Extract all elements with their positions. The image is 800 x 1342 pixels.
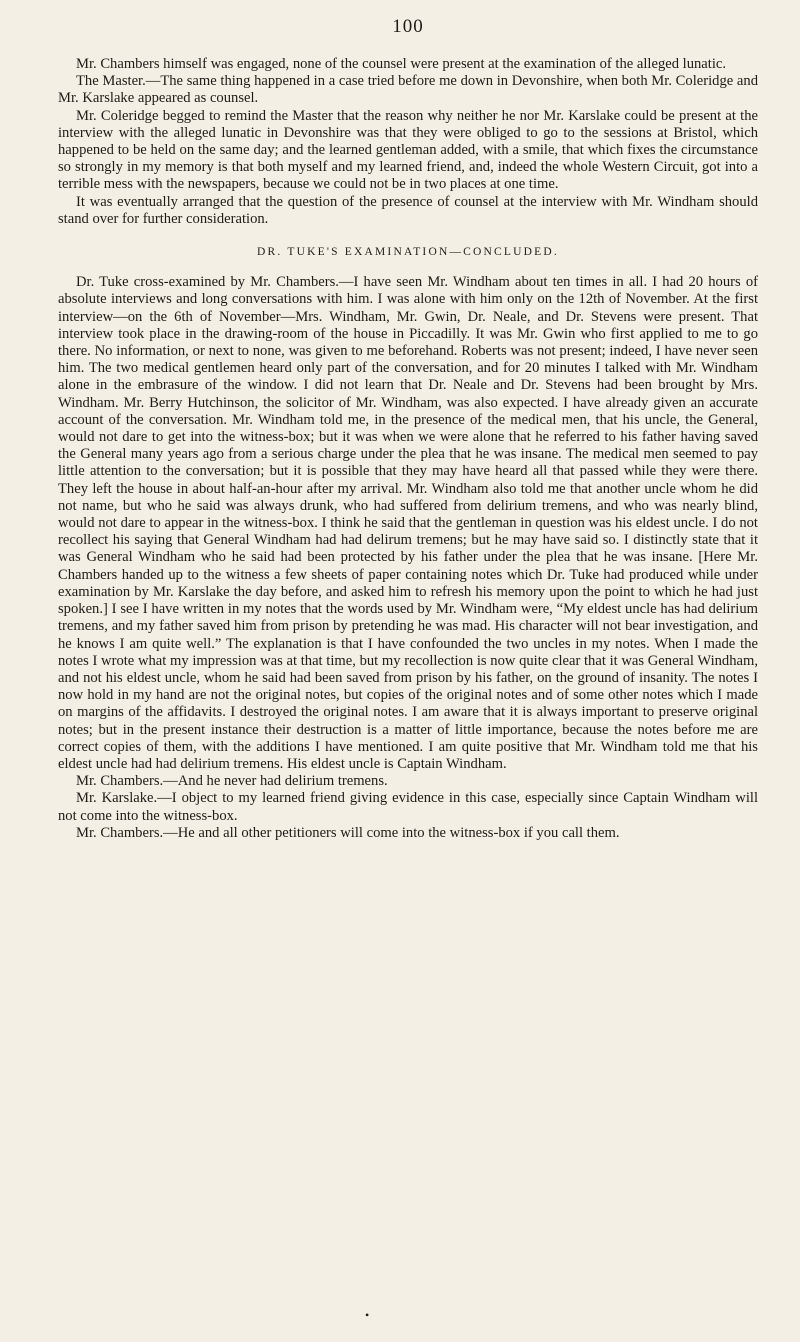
paragraph: The Master.—The same thing happened in a case tried before me down in Devonshire, when both Mr. Coleridge and Mr. Karslake appeared as counsel. bbox=[58, 73, 758, 107]
paragraph: Mr. Chambers.—He and all other petitioners will come into the witness-box if you call them. bbox=[76, 824, 620, 841]
section-heading: DR. TUKE'S EXAMINATION—CONCLUDED. bbox=[257, 246, 559, 259]
paragraph: Mr. Coleridge begged to remind the Master that the reason why neither he nor Mr. Karslake could be present at the interview with the alleged lunatic in Devonshire was that they were obliged to go to the sessions at Bristol, which happened to be held on the same day; and the learned gentleman added, with a smile, that which fixes the circumstance so strongly in my memory is that both myself and my learned friend, and, indeed the whole Western Circuit, got into a terrible mess with the newspapers, because we could not be in two places at one time. bbox=[58, 107, 758, 193]
paragraph: Mr. Chambers himself was engaged, none of the counsel were present at the examination of the alleged lunatic. bbox=[76, 56, 727, 72]
document-page bbox=[58, 0, 758, 842]
bottom-mark: • bbox=[365, 1308, 370, 1322]
paragraph: Dr. Tuke cross-examined by Mr. Chambers.—I have seen Mr. Windham about ten times in all. I had 20 hours of absolute interviews and long conversations with him. I was alone with him only on the 12th of November. At the first interview—on the 6th of November—Mrs. Windham, Mr. Gwin, Dr. Neale, and Dr. Stevens were present. That interview took place in the drawing-room of the house in Piccadilly. It was Mr. Gwin who first applied to me to go there. No information, or next to none, was given to me beforehand. Roberts was not present; indeed, I have never seen him. The two medical gentlemen heard only part of the conversation, and for 20 minutes I talked with Mr. Windham alone in the embrasure of the window. I did not learn that Dr. Neale and Dr. Stevens had been brought by Mrs. Windham. Mr. Berry Hutchinson, the solicitor of Mr. Windham, was also expected. I have already given an accurate account of the conversation. Mr. Windham told me, in the presence of the medical men, that his uncle, the General, would not dare to get into the witness-box; but it was when we were alone that he referred to his father having saved the General many years ago from a serious charge under the plea that he was insane. The medical men seemed to pay little attention to the conversation; but it is possible that they may have heard all that passed while they were there. They left the house in about half-an-hour after my arrival. Mr. Windham also told me that another uncle whom he did not name, but who he said was always drunk, who had suffered from delirium tremens, and who was nearly blind, would not dare to appear in the witness-box. I think he said that the gentleman in question was his eldest uncle. I do not recollect his saying that General Windham had had delirum tremens; but he may have said so. I distinctly state that it was General Windham who he said had been protected by his father under the plea that he was insane. [Here Mr. Chambers handed up to the witness a few sheets of paper containing notes which Dr. Tuke had produced while under examination by Mr. Karslake the day before, and asked him to refresh his memory upon the point to which he had just spoken.] I see I have written in my notes that the words used by Mr. Windham were, “My eldest uncle has had delirium tremens, and my father saved him from prison by pretending he was mad. His character will not bear investigation, and he knows I am quite well.” The explanation is that I have confounded the two uncles in my notes. When I made the notes I wrote what my impression was at that time, but my recollection is now quite clear that it was General Windham, and not his eldest uncle, whom he said had been saved from prison by his father, on the ground of insanity. The notes I now hold in my hand are not the original notes, but copies of the original notes and of some other notes which I made on margins of the affidavits. I destroyed the original notes. I am aware that it is always important to preserve original notes; but in the present instance their destruction is a matter of little importance, because the notes before me are correct copies of them, with the additions I have mentioned. I am quite positive that Mr. Windham told me that his eldest uncle had had delirium tremens. His eldest uncle is Captain Windham. bbox=[58, 274, 758, 772]
paragraph: Mr. Chambers.—And he never had delirium tremens. bbox=[76, 773, 388, 790]
page-number: 100 bbox=[392, 16, 424, 37]
paragraph: It was eventually arranged that the question of the presence of counsel at the interview with Mr. Windham should stand over for further consideration. bbox=[58, 193, 758, 227]
paragraph: Mr. Karslake.—I object to my learned friend giving evidence in this case, especially since Captain Windham will not come into the witness-box. bbox=[58, 790, 758, 824]
